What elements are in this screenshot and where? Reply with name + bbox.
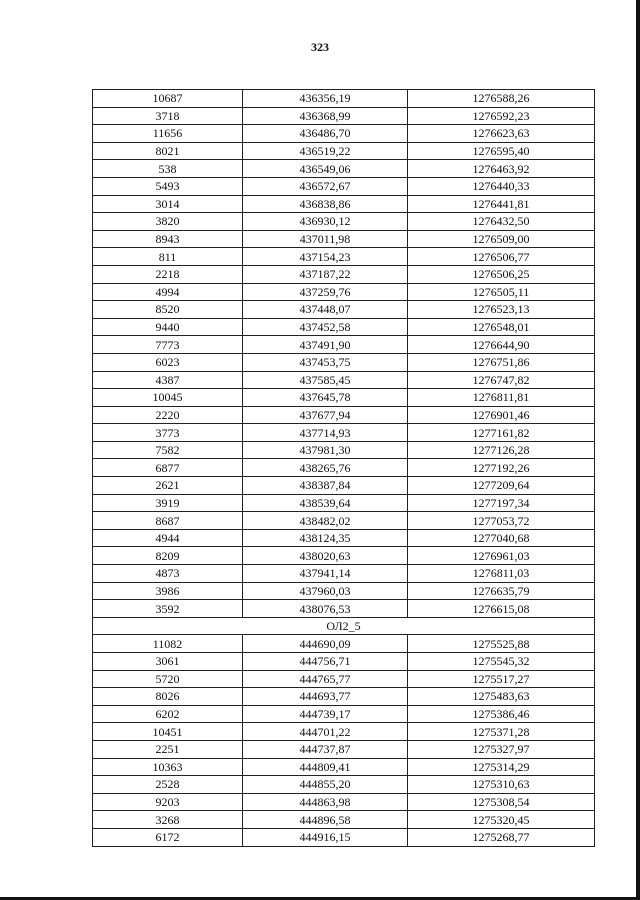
table-row [93,406,595,424]
coordinates-table-body-bottom [93,635,595,846]
x-coordinate-cell: 436838,86 [243,195,408,213]
x-coordinate-cell: 444765,77 [243,670,408,688]
table-row [93,494,595,512]
table-row [93,213,595,231]
x-coordinate-cell: 437491,90 [243,336,408,354]
x-coordinate-cell: 436486,70 [243,125,408,143]
y-coordinate-cell: 1275268,77 [408,828,595,846]
x-coordinate-cell: 444863,98 [243,793,408,811]
table-row [93,565,595,583]
y-coordinate-cell: 1277197,34 [408,494,595,512]
point-id-cell: 10451 [93,723,243,741]
table-row [93,670,595,688]
point-id-cell: 8026 [93,688,243,706]
point-id-cell: 8209 [93,547,243,565]
table-row [93,793,595,811]
table-row [93,758,595,776]
point-id-cell: 4387 [93,371,243,389]
table-row [93,688,595,706]
y-coordinate-cell: 1276505,11 [408,283,595,301]
x-coordinate-cell: 438076,53 [243,600,408,618]
y-coordinate-cell: 1276523,13 [408,301,595,319]
point-id-cell: 4944 [93,529,243,547]
table-row [93,441,595,459]
point-id-cell: 2218 [93,265,243,283]
y-coordinate-cell: 1275483,63 [408,688,595,706]
y-coordinate-cell: 1276901,46 [408,406,595,424]
y-coordinate-cell: 1276592,23 [408,107,595,125]
x-coordinate-cell: 438539,64 [243,494,408,512]
table-row [93,336,595,354]
table-row [93,582,595,600]
x-coordinate-cell: 437187,22 [243,265,408,283]
y-coordinate-cell: 1276509,00 [408,230,595,248]
x-coordinate-cell: 444739,17 [243,705,408,723]
y-coordinate-cell: 1276463,92 [408,160,595,178]
table-row [93,828,595,846]
point-id-cell: 3061 [93,653,243,671]
table-row [93,653,595,671]
x-coordinate-cell: 444737,87 [243,740,408,758]
x-coordinate-cell: 437259,76 [243,283,408,301]
point-id-cell: 2251 [93,740,243,758]
x-coordinate-cell: 444756,71 [243,653,408,671]
point-id-cell: 9203 [93,793,243,811]
y-coordinate-cell: 1276811,03 [408,565,595,583]
point-id-cell: 2220 [93,406,243,424]
x-coordinate-cell: 437714,93 [243,424,408,442]
y-coordinate-cell: 1276747,82 [408,371,595,389]
point-id-cell: 3718 [93,107,243,125]
y-coordinate-cell: 1277126,28 [408,441,595,459]
point-id-cell: 7582 [93,441,243,459]
x-coordinate-cell: 444896,58 [243,811,408,829]
x-coordinate-cell: 444693,77 [243,688,408,706]
point-id-cell: 7773 [93,336,243,354]
x-coordinate-cell: 444916,15 [243,828,408,846]
x-coordinate-cell: 444701,22 [243,723,408,741]
x-coordinate-cell: 437011,98 [243,230,408,248]
y-coordinate-cell: 1275308,54 [408,793,595,811]
y-coordinate-cell: 1275545,32 [408,653,595,671]
section-header-row [93,617,595,635]
table-row [93,177,595,195]
table-row [93,389,595,407]
x-coordinate-cell: 436356,19 [243,90,408,108]
y-coordinate-cell: 1276595,40 [408,142,595,160]
x-coordinate-cell: 437448,07 [243,301,408,319]
point-id-cell: 811 [93,248,243,266]
y-coordinate-cell: 1276644,90 [408,336,595,354]
x-coordinate-cell: 436572,67 [243,177,408,195]
table-row [93,776,595,794]
point-id-cell: 3014 [93,195,243,213]
point-id-cell: 3773 [93,424,243,442]
table-row [93,477,595,495]
section-label: ОЛ2_5 [93,617,595,635]
point-id-cell: 11082 [93,635,243,653]
y-coordinate-cell: 1277040,68 [408,529,595,547]
y-coordinate-cell: 1277161,82 [408,424,595,442]
y-coordinate-cell: 1276506,25 [408,265,595,283]
point-id-cell: 11656 [93,125,243,143]
x-coordinate-cell: 438387,84 [243,477,408,495]
table-row [93,142,595,160]
table-row [93,547,595,565]
point-id-cell: 6877 [93,459,243,477]
table-row [93,125,595,143]
point-id-cell: 538 [93,160,243,178]
y-coordinate-cell: 1276811,81 [408,389,595,407]
section-header-group [93,617,595,635]
point-id-cell: 2621 [93,477,243,495]
y-coordinate-cell: 1276548,01 [408,318,595,336]
point-id-cell: 8520 [93,301,243,319]
x-coordinate-cell: 437677,94 [243,406,408,424]
x-coordinate-cell: 436930,12 [243,213,408,231]
table-row [93,283,595,301]
table-row [93,160,595,178]
x-coordinate-cell: 436549,06 [243,160,408,178]
y-coordinate-cell: 1275525,88 [408,635,595,653]
x-coordinate-cell: 438265,76 [243,459,408,477]
x-coordinate-cell: 437452,58 [243,318,408,336]
x-coordinate-cell: 437645,78 [243,389,408,407]
page-number: 323 [311,40,329,54]
x-coordinate-cell: 437941,14 [243,565,408,583]
y-coordinate-cell: 1276635,79 [408,582,595,600]
point-id-cell: 5493 [93,177,243,195]
y-coordinate-cell: 1277192,26 [408,459,595,477]
table-row [93,230,595,248]
table-row [93,301,595,319]
coordinates-table-body-top [93,90,595,618]
table-row [93,723,595,741]
x-coordinate-cell: 438124,35 [243,529,408,547]
y-coordinate-cell: 1275517,27 [408,670,595,688]
x-coordinate-cell: 437960,03 [243,582,408,600]
page-frame-right-edge [636,0,640,900]
x-coordinate-cell: 444690,09 [243,635,408,653]
y-coordinate-cell: 1277209,64 [408,477,595,495]
y-coordinate-cell: 1276440,33 [408,177,595,195]
x-coordinate-cell: 437453,75 [243,353,408,371]
point-id-cell: 3986 [93,582,243,600]
y-coordinate-cell: 1275386,46 [408,705,595,723]
x-coordinate-cell: 444809,41 [243,758,408,776]
y-coordinate-cell: 1276432,50 [408,213,595,231]
point-id-cell: 10687 [93,90,243,108]
y-coordinate-cell: 1277053,72 [408,512,595,530]
x-coordinate-cell: 437154,23 [243,248,408,266]
y-coordinate-cell: 1276615,08 [408,600,595,618]
y-coordinate-cell: 1275371,28 [408,723,595,741]
point-id-cell: 8943 [93,230,243,248]
x-coordinate-cell: 438482,02 [243,512,408,530]
y-coordinate-cell: 1276961,03 [408,547,595,565]
table-row [93,705,595,723]
table-row [93,353,595,371]
point-id-cell: 2528 [93,776,243,794]
table-row [93,635,595,653]
table-row [93,424,595,442]
y-coordinate-cell: 1276506,77 [408,248,595,266]
table-row [93,529,595,547]
point-id-cell: 4994 [93,283,243,301]
y-coordinate-cell: 1275310,63 [408,776,595,794]
x-coordinate-cell: 436519,22 [243,142,408,160]
y-coordinate-cell: 1276441,81 [408,195,595,213]
y-coordinate-cell: 1275327,97 [408,740,595,758]
y-coordinate-cell: 1276623,63 [408,125,595,143]
table-row [93,318,595,336]
point-id-cell: 8687 [93,512,243,530]
point-id-cell: 6023 [93,353,243,371]
x-coordinate-cell: 437585,45 [243,371,408,389]
x-coordinate-cell: 444855,20 [243,776,408,794]
point-id-cell: 6172 [93,828,243,846]
table-row [93,265,595,283]
table-row [93,248,595,266]
coordinates-table [92,89,595,847]
point-id-cell: 3268 [93,811,243,829]
point-id-cell: 6202 [93,705,243,723]
point-id-cell: 3919 [93,494,243,512]
x-coordinate-cell: 437981,30 [243,441,408,459]
point-id-cell: 8021 [93,142,243,160]
table-row [93,107,595,125]
table-row [93,512,595,530]
point-id-cell: 10045 [93,389,243,407]
table-row [93,371,595,389]
x-coordinate-cell: 438020,63 [243,547,408,565]
table-row [93,459,595,477]
table-row [93,600,595,618]
y-coordinate-cell: 1276588,26 [408,90,595,108]
y-coordinate-cell: 1276751,86 [408,353,595,371]
y-coordinate-cell: 1275314,29 [408,758,595,776]
table-row [93,90,595,108]
table-row [93,811,595,829]
point-id-cell: 4873 [93,565,243,583]
point-id-cell: 3820 [93,213,243,231]
x-coordinate-cell: 436368,99 [243,107,408,125]
table-row [93,195,595,213]
point-id-cell: 5720 [93,670,243,688]
point-id-cell: 3592 [93,600,243,618]
table-row [93,740,595,758]
point-id-cell: 9440 [93,318,243,336]
point-id-cell: 10363 [93,758,243,776]
y-coordinate-cell: 1275320,45 [408,811,595,829]
